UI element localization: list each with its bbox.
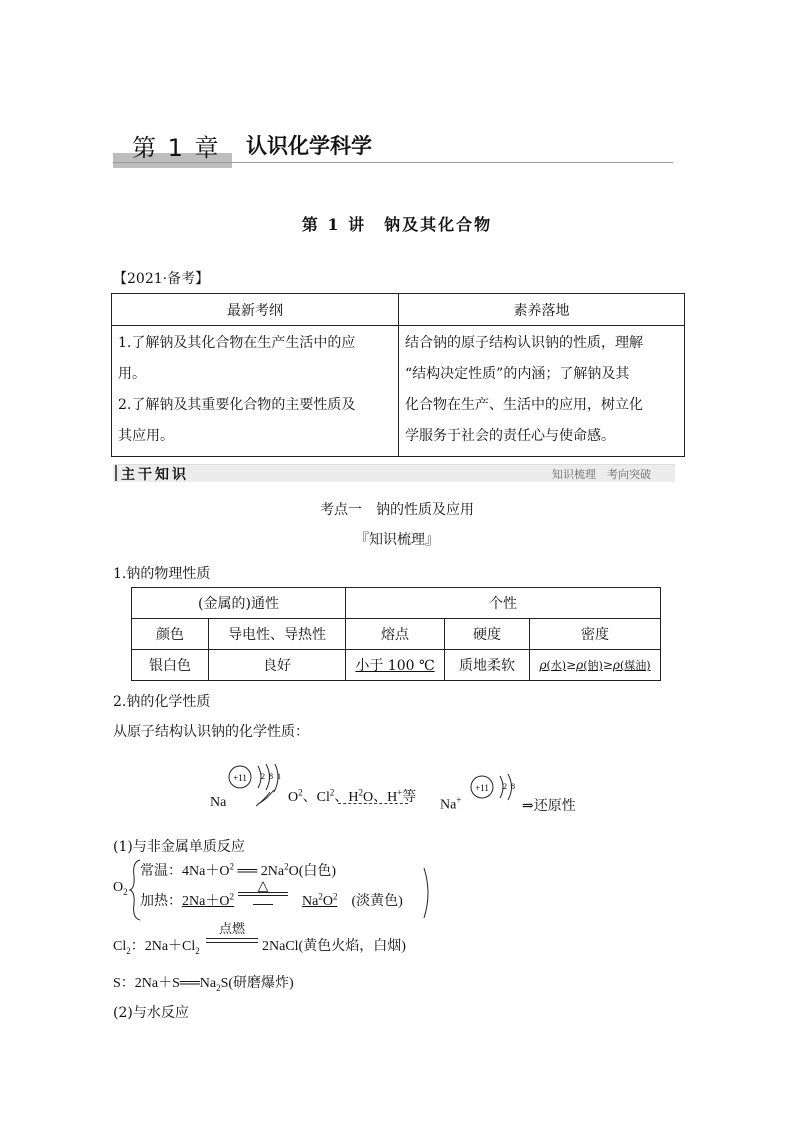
svg-text:2: 2 xyxy=(503,782,507,791)
literacy-line: 化合物在生产、生活中的应用，树立化 xyxy=(405,397,643,413)
prop-value xyxy=(346,650,445,681)
prop-header: 熔点 xyxy=(346,619,445,650)
literacy-line: 结合钠的原子结构认识钠的性质，理解 xyxy=(405,335,643,351)
svg-text:2: 2 xyxy=(261,772,265,781)
na-ion-symbol: Na+ xyxy=(440,795,462,813)
melting-point-value: 小于 100 ℃ xyxy=(355,658,435,674)
exam-outline-line: 2.了解钠及其重要化合物的主要性质及 xyxy=(118,397,356,413)
exam-header-literacy: 素养落地 xyxy=(399,294,685,326)
exam-outline-line: 用。 xyxy=(118,366,146,382)
chemical-intro: 从原子结构认识钠的化学性质： xyxy=(113,724,309,740)
prop-header: 导电性、导热性 xyxy=(209,619,346,650)
general-header: (金属的)通性 xyxy=(132,588,346,619)
exam-outline-line: 其应用。 xyxy=(118,428,174,444)
exam-outline-line: 1.了解钠及其化合物在生产生活中的应 xyxy=(118,335,356,351)
cl2-product: 2NaCl(黄色火焰，白烟) xyxy=(262,939,406,954)
exam-outline-table xyxy=(111,293,685,457)
chapter-title: 认识化学科学 xyxy=(246,134,372,158)
exam-outline-cell xyxy=(112,326,399,457)
prop-header: 颜色 xyxy=(132,619,209,650)
literacy-cell xyxy=(399,326,685,457)
chapter-rule xyxy=(113,162,673,163)
literacy-line: 学服务于社会的责任心与使命感。 xyxy=(405,428,615,444)
physical-properties-table xyxy=(131,587,661,681)
prop-header: 硬度 xyxy=(445,619,530,650)
topic-title: 考点一 钠的性质及应用 xyxy=(320,502,474,518)
svg-text:8: 8 xyxy=(511,782,515,791)
na-ion-diagram xyxy=(468,774,524,806)
right-paren xyxy=(422,866,434,920)
prop-header: 密度 xyxy=(530,619,661,650)
chapter-label: 第 1 章 xyxy=(132,134,221,162)
prop-value: 良好 xyxy=(209,650,346,681)
svg-text:8: 8 xyxy=(269,772,273,781)
prop-value: 银白色 xyxy=(132,650,209,681)
individual-header: 个性 xyxy=(346,588,661,619)
o2-label: $O_2$ xyxy=(113,880,128,897)
water-heading: (2)与水反应 xyxy=(113,1005,189,1021)
svg-text:1: 1 xyxy=(277,772,281,781)
subtopic-title: 『知识梳理』 xyxy=(355,532,439,548)
section-subtitle: 知识梳理 考向突破 xyxy=(552,468,651,481)
svg-text:+11: +11 xyxy=(475,783,489,793)
nonmetal-heading: (1)与非金属单质反应 xyxy=(113,839,245,855)
cl2-reaction: $Cl_2$：$2Na+Cl_2$ xyxy=(113,939,200,956)
na-symbol: Na xyxy=(210,795,227,810)
density-value: ρ(水)≥ρ(钠)≥ρ(煤油) xyxy=(530,650,661,681)
svg-text:+11: +11 xyxy=(233,773,247,783)
reactants-text: $O^2$、Cl$^2$、$H^2O$、H+等 xyxy=(288,787,417,805)
s-reaction: S：$2Na+S══Na_2S$(研磨爆炸) xyxy=(113,976,294,993)
heat-reaction: 加热：$2Na+O^2$ xyxy=(140,891,234,909)
prop-value: 质地柔软 xyxy=(445,650,530,681)
reducibility-text: ⇒还原性 xyxy=(522,798,576,814)
literacy-line: “结构决定性质”的内涵；了解钠及其 xyxy=(405,366,630,382)
section-marker xyxy=(115,465,120,481)
physical-heading: 1.钠的物理性质 xyxy=(113,566,211,582)
heat-product: $Na^2O^2$ (淡黄色) xyxy=(302,891,403,909)
na-atom-diagram xyxy=(226,764,296,810)
chemical-heading: 2.钠的化学性质 xyxy=(113,694,211,710)
section-title: 主干知识 xyxy=(121,467,189,483)
reaction-arrow xyxy=(338,803,408,804)
exam-header-outline: 最新考纲 xyxy=(112,294,399,326)
heat-condition: △ xyxy=(238,878,288,905)
cl2-condition: 点燃 xyxy=(206,918,258,943)
prep-label: 【2021·备考】 xyxy=(113,271,210,287)
lesson-title: 第 1 讲 钠及其化合物 xyxy=(301,215,493,234)
normal-temp-reaction: 常温：$4Na+O^2$ ══ 2Na$^2$O(白色) xyxy=(140,861,337,879)
